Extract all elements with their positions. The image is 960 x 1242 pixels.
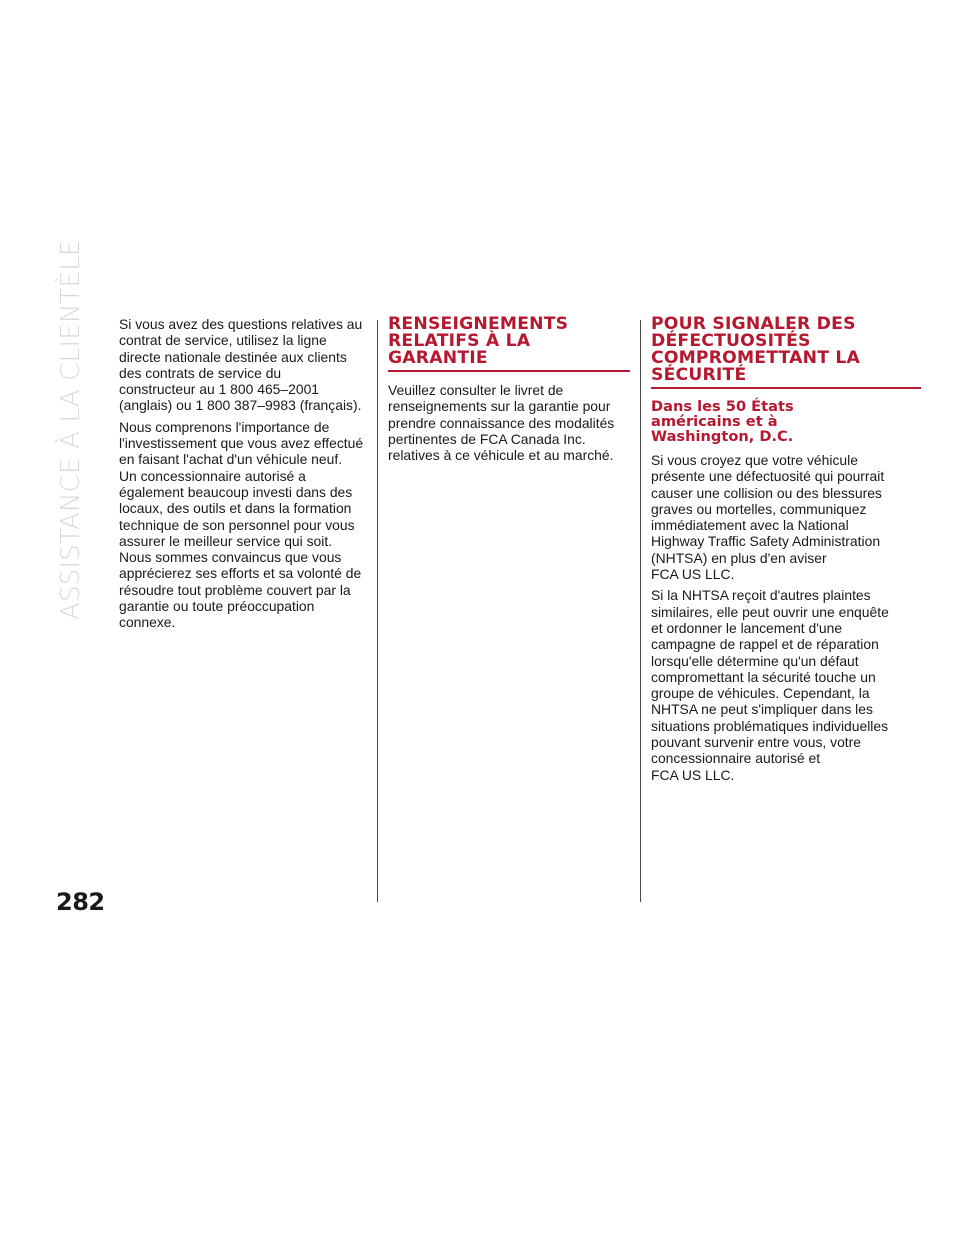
heading-safety-defects: POUR SIGNALER DES DÉFECTUOSITÉS COMPROMETTANT LA SÉCURITÉ xyxy=(651,316,921,389)
column-divider-right xyxy=(640,320,641,902)
paragraph-investment: Nous comprenons l'importance de l'investissement que vous avez effectué en faisant l'achat d'un véhicule neuf. Un concessionnaire autorisé a également beaucoup investi dans des locaux, des outils et dans la formation technique de son personnel pour vous assurer le meilleur service qui soit. Nous sommes convaincus que vous apprécierez ses efforts et sa volonté de résoudre tout problème couvert par la garantie ou toute préoccupation connexe. xyxy=(119,418,364,631)
column-divider-left xyxy=(377,320,378,902)
paragraph-nhtsa-investigation: Si la NHTSA reçoit d'autres plaintes similaires, elle peut ouvrir une enquête et ordonner le lancement d'une campagne de rappel et de réparation lorsqu'elle détermine qu'un défaut compromettant la sécurité touche un groupe de véhicules. Cependant, la NHTSA ne peut s'impliquer dans les situations problématiques individuelles pouvant survenir entre vous, votre concessionnaire autorisé et FCA US LLC. xyxy=(651,587,889,783)
paragraph-service-contract-hotline: Si vous avez des questions relatives au contrat de service, utilisez la ligne directe nationale destinée aux clients des contrats de service du constructeur au 1 800 465–2001 (anglais) ou 1 800 387–9983 (français). xyxy=(119,316,363,414)
section-side-title: ASSISTANCE À LA CLIENTÈLE xyxy=(56,239,86,620)
paragraph-contact-nhtsa: Si vous croyez que votre véhicule présente une défectuosité qui pourrait causer une collision ou des blessures graves ou mortelles, communiquez immédiatement avec la National Highway Traffic Safety Administration (NHTSA) en plus d'en aviser FCA US LLC. xyxy=(651,452,885,583)
column-warranty-info xyxy=(388,316,630,468)
column-contract-service xyxy=(119,316,369,636)
heading-warranty-info: RENSEIGNEMENTS RELATIFS À LA GARANTIE xyxy=(388,316,630,372)
page-number: 282 xyxy=(56,888,105,916)
paragraph-warranty-booklet: Veuillez consulter le livret de renseignements sur la garantie pour prendre connaissance des modalités pertinentes de FCA Canada Inc. relatives à ce véhicule et au marché. xyxy=(388,382,615,464)
subheading-us-states: Dans les 50 États américains et à Washington, D.C. xyxy=(651,398,794,445)
column-safety-defects xyxy=(651,316,921,788)
